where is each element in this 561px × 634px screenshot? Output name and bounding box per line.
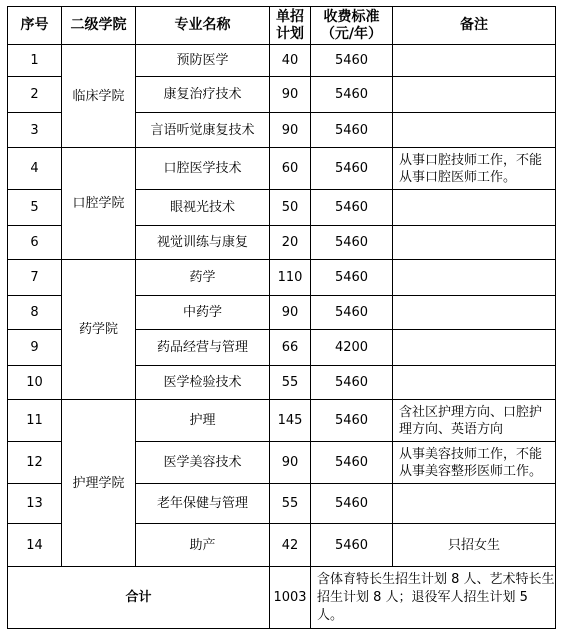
row-fee: 5460 bbox=[311, 366, 393, 400]
row-plan: 66 bbox=[270, 330, 311, 366]
row-major: 医学美容技术 bbox=[136, 442, 270, 484]
row-plan: 90 bbox=[270, 113, 311, 148]
college-cell: 药学院 bbox=[62, 260, 136, 400]
college-cell: 口腔学院 bbox=[62, 148, 136, 260]
row-plan: 90 bbox=[270, 296, 311, 330]
header-college: 二级学院 bbox=[62, 7, 136, 45]
row-plan: 55 bbox=[270, 484, 311, 524]
row-seq: 4 bbox=[8, 148, 62, 190]
college-cell: 护理学院 bbox=[62, 400, 136, 567]
row-major: 言语听觉康复技术 bbox=[136, 113, 270, 148]
row-plan: 40 bbox=[270, 45, 311, 77]
total-plan: 1003 bbox=[270, 567, 311, 629]
college-cell: 临床学院 bbox=[62, 45, 136, 148]
row-fee: 5460 bbox=[311, 148, 393, 190]
row-remark: 只招女生 bbox=[393, 524, 556, 567]
row-seq: 10 bbox=[8, 366, 62, 400]
row-seq: 12 bbox=[8, 442, 62, 484]
row-seq: 13 bbox=[8, 484, 62, 524]
row-remark bbox=[393, 190, 556, 226]
row-major: 视觉训练与康复 bbox=[136, 226, 270, 260]
total-label: 合计 bbox=[8, 567, 270, 629]
header-plan: 单招计划 bbox=[270, 7, 311, 45]
row-plan: 50 bbox=[270, 190, 311, 226]
header-fee: 收费标准（元/年） bbox=[311, 7, 393, 45]
row-seq: 8 bbox=[8, 296, 62, 330]
row-plan: 60 bbox=[270, 148, 311, 190]
row-seq: 11 bbox=[8, 400, 62, 442]
row-fee: 5460 bbox=[311, 442, 393, 484]
row-seq: 14 bbox=[8, 524, 62, 567]
row-major: 医学检验技术 bbox=[136, 366, 270, 400]
row-major: 眼视光技术 bbox=[136, 190, 270, 226]
row-plan: 90 bbox=[270, 77, 311, 113]
row-fee: 5460 bbox=[311, 77, 393, 113]
row-remark bbox=[393, 113, 556, 148]
header-remark: 备注 bbox=[393, 7, 556, 45]
row-remark bbox=[393, 77, 556, 113]
header-row bbox=[8, 7, 556, 45]
row-remark: 含社区护理方向、口腔护理方向、英语方向 bbox=[393, 400, 556, 442]
row-major: 药学 bbox=[136, 260, 270, 296]
row-remark bbox=[393, 226, 556, 260]
row-fee: 5460 bbox=[311, 484, 393, 524]
row-major: 护理 bbox=[136, 400, 270, 442]
row-fee: 5460 bbox=[311, 296, 393, 330]
row-fee: 5460 bbox=[311, 190, 393, 226]
row-major: 中药学 bbox=[136, 296, 270, 330]
row-fee: 5460 bbox=[311, 260, 393, 296]
row-plan: 20 bbox=[270, 226, 311, 260]
row-major: 助产 bbox=[136, 524, 270, 567]
total-note: 含体育特长生招生计划 8 人、艺术特长生招生计划 8 人；退役军人招生计划 5 人。 bbox=[311, 567, 556, 629]
row-remark: 从事口腔技师工作，不能从事口腔医师工作。 bbox=[393, 148, 556, 190]
row-remark bbox=[393, 366, 556, 400]
row-remark: 从事美容技师工作，不能从事美容整形医师工作。 bbox=[393, 442, 556, 484]
row-seq: 5 bbox=[8, 190, 62, 226]
row-plan: 110 bbox=[270, 260, 311, 296]
row-plan: 145 bbox=[270, 400, 311, 442]
row-fee: 4200 bbox=[311, 330, 393, 366]
row-major: 康复治疗技术 bbox=[136, 77, 270, 113]
row-seq: 6 bbox=[8, 226, 62, 260]
row-fee: 5460 bbox=[311, 400, 393, 442]
row-fee: 5460 bbox=[311, 45, 393, 77]
row-plan: 55 bbox=[270, 366, 311, 400]
row-seq: 2 bbox=[8, 77, 62, 113]
row-remark bbox=[393, 484, 556, 524]
row-major: 预防医学 bbox=[136, 45, 270, 77]
row-major: 药品经营与管理 bbox=[136, 330, 270, 366]
table-row bbox=[8, 400, 556, 442]
row-seq: 1 bbox=[8, 45, 62, 77]
row-fee: 5460 bbox=[311, 226, 393, 260]
total-row bbox=[8, 567, 556, 629]
table-row bbox=[8, 260, 556, 296]
row-seq: 7 bbox=[8, 260, 62, 296]
row-remark bbox=[393, 330, 556, 366]
enrollment-plan-table bbox=[7, 6, 556, 629]
row-remark bbox=[393, 296, 556, 330]
row-fee: 5460 bbox=[311, 524, 393, 567]
table-row bbox=[8, 148, 556, 190]
table-row bbox=[8, 45, 556, 77]
row-plan: 42 bbox=[270, 524, 311, 567]
row-major: 口腔医学技术 bbox=[136, 148, 270, 190]
row-major: 老年保健与管理 bbox=[136, 484, 270, 524]
row-seq: 9 bbox=[8, 330, 62, 366]
row-fee: 5460 bbox=[311, 113, 393, 148]
row-seq: 3 bbox=[8, 113, 62, 148]
row-remark bbox=[393, 45, 556, 77]
header-seq: 序号 bbox=[8, 7, 62, 45]
row-plan: 90 bbox=[270, 442, 311, 484]
header-major: 专业名称 bbox=[136, 7, 270, 45]
row-remark bbox=[393, 260, 556, 296]
